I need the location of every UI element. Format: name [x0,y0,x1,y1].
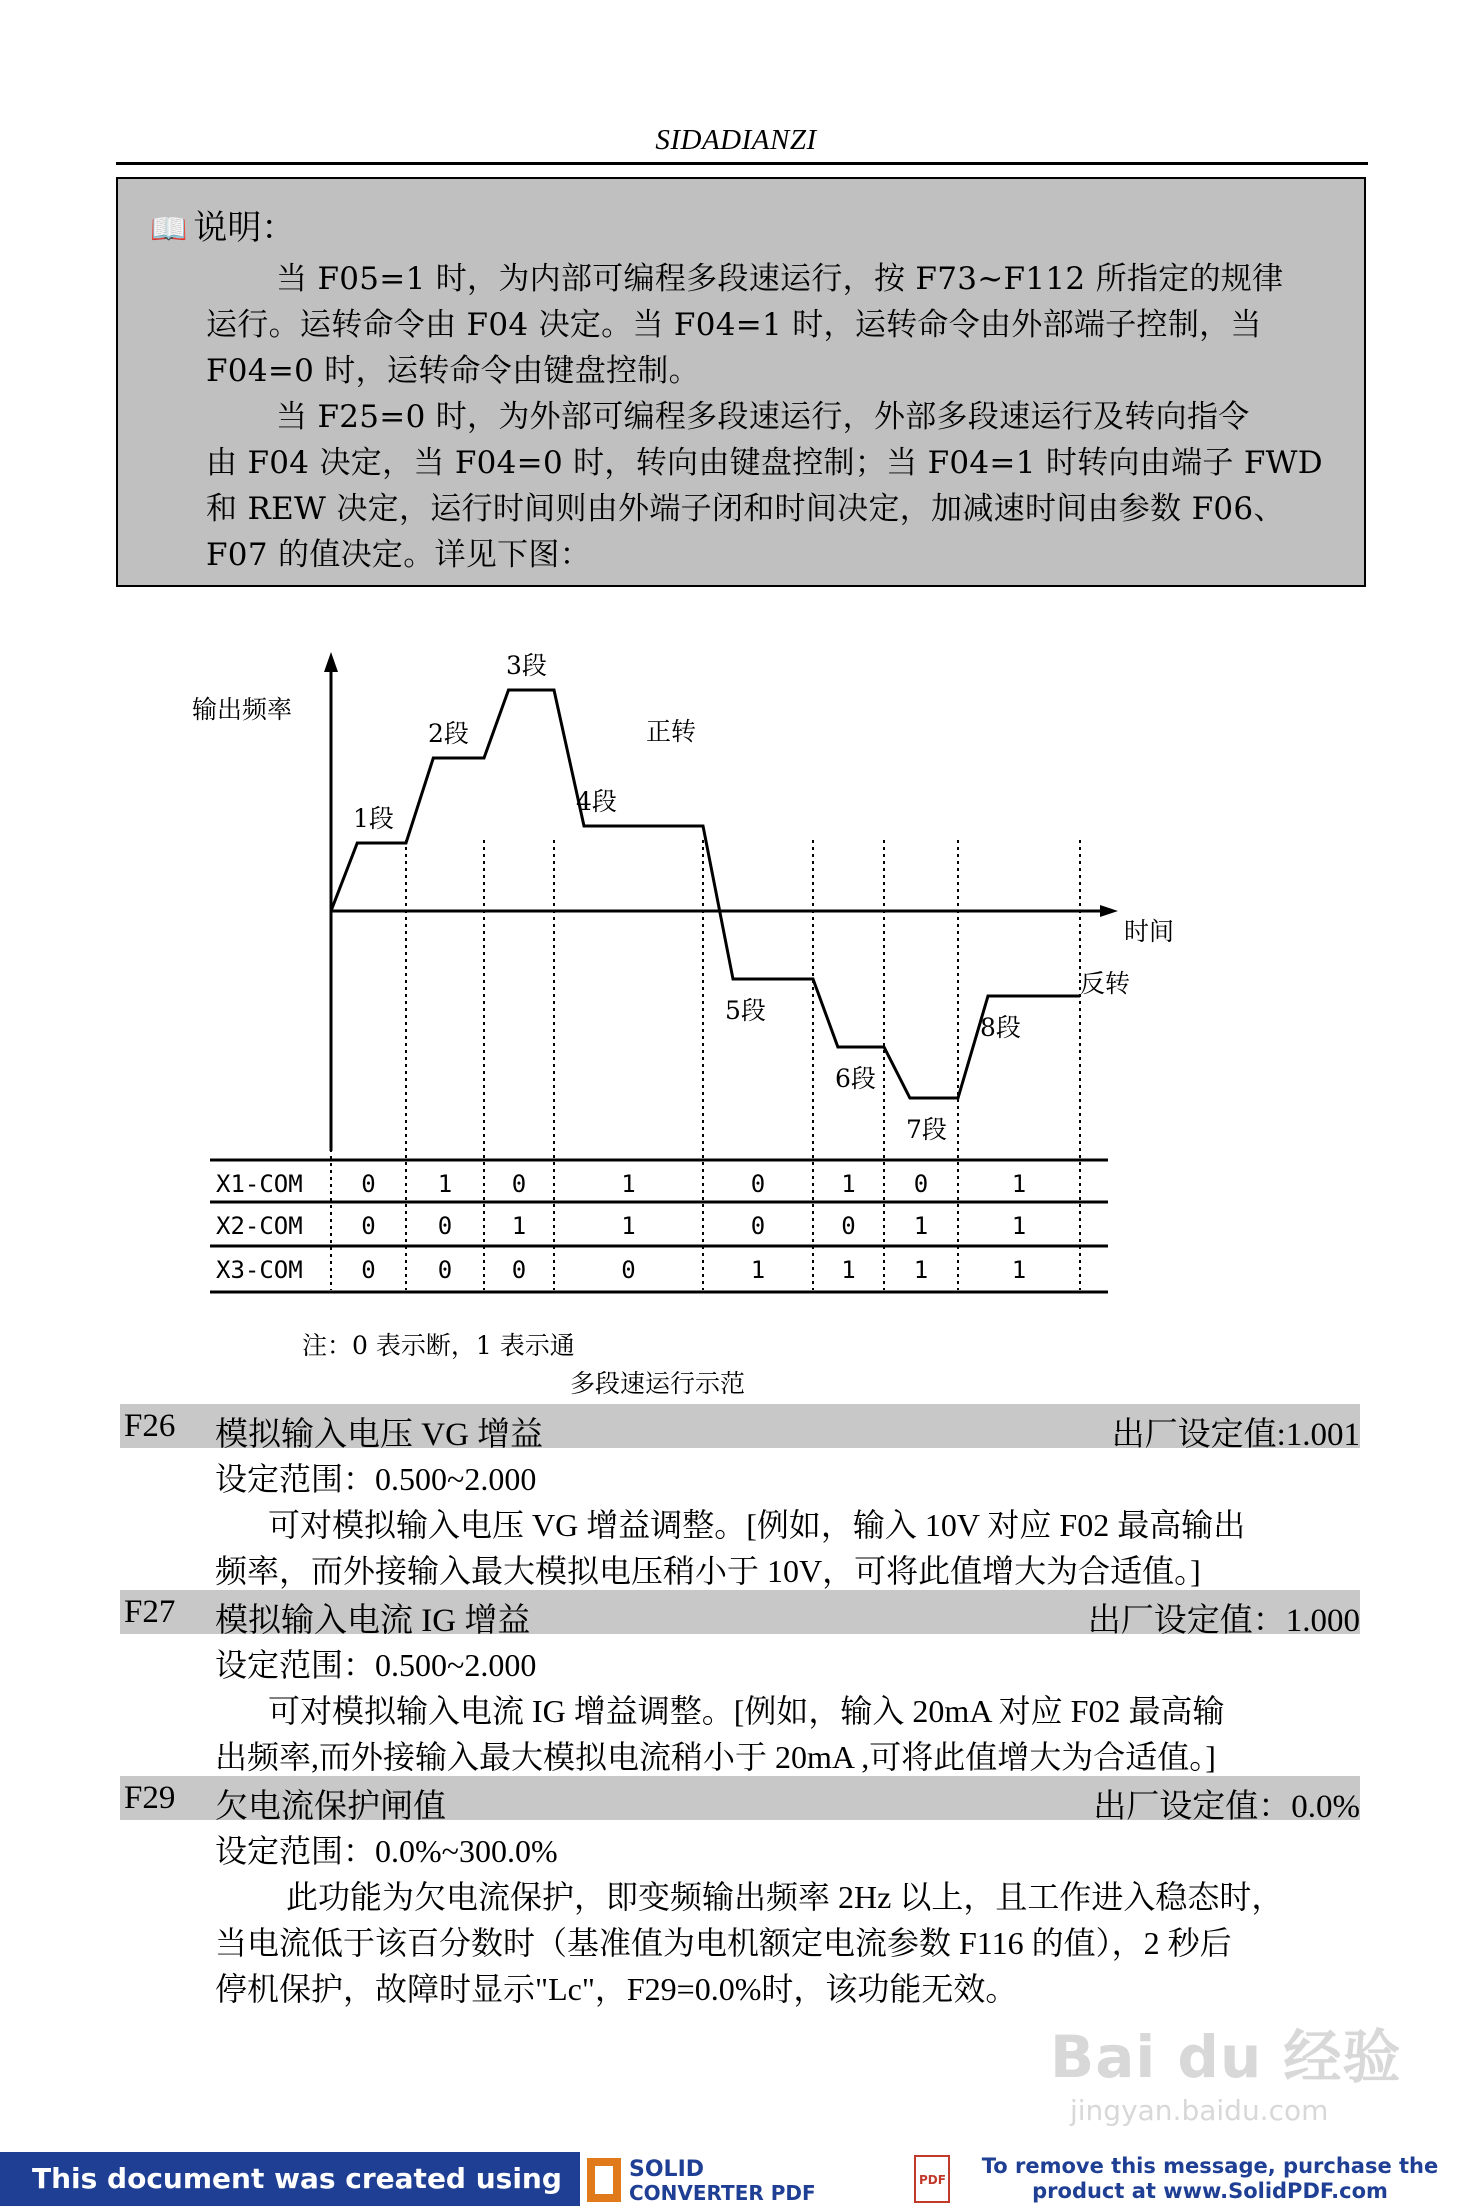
table-row-label: X3-COM [216,1256,303,1284]
logo-top-text: SOLID [629,2157,705,2182]
frequency-line [331,690,1080,1098]
chart-footnote: 注：0 表示断，1 表示通 [302,1331,575,1360]
note-line: 和 REW 决定，运行时间则由外端子闭和时间决定，加减速时间由参数 F06、 [206,491,1285,527]
note-line: 运行。运转命令由 F04 决定。当 F04=1 时，运转命令由外部端子控制，当 [206,307,1262,343]
param-code: F27 [124,1594,176,1630]
segment-label: 7段 [906,1115,947,1144]
page-header: SIDADIANZI [655,124,817,156]
segment-label: 2段 [428,719,469,748]
table-cell: 0 [511,1256,527,1284]
table-cell: 1 [1011,1256,1027,1284]
table-row-label: X2-COM [216,1212,303,1240]
logo-bottom-text: CONVERTER PDF [629,2181,816,2205]
param-desc-line: 可对模拟输入电流 IG 增益调整。[例如，输入 20mA 对应 F02 最高输 [268,1693,1225,1729]
y-axis-label: 输出频率 [192,695,293,724]
segment-label: 3段 [506,651,547,680]
baidu-watermark [1050,2010,1401,2127]
note-title [150,200,295,249]
table-cell: 0 [437,1256,453,1284]
param-name: 欠电流保护闸值 [215,1789,446,1825]
table-cell: 0 [841,1212,856,1240]
note-line: 当 F25=0 时，为外部可编程多段速运行，外部多段速运行及转向指令 [276,399,1250,435]
table-cell: 0 [621,1256,636,1284]
watermark-sub: jingyan.baidu.com [1070,2094,1329,2127]
param-code: F26 [124,1408,176,1444]
table-cell: 0 [361,1170,376,1198]
param-desc-line: 停机保护，故障时显示"Lc"，F29=0.0%时，该功能无效。 [215,1971,1018,2007]
table-cell: 1 [621,1212,636,1240]
param-range: 设定范围：0.0%~300.0% [215,1833,558,1869]
param-desc-line: 当电流低于该百分数时（基准值为电机额定电流参数 F116 的值），2 秒后 [215,1925,1232,1961]
note-line: 由 F04 决定，当 F04=0 时，转向由键盘控制；当 F04=1 时转向由端子 FWD [206,445,1323,481]
chart-title: 多段速运行示范 [570,1369,746,1398]
note-line: F04=0 时，运转命令由键盘控制。 [206,353,700,389]
multi-speed-chart [0,600,1472,1400]
param-range: 设定范围：0.500~2.000 [215,1647,537,1683]
segment-label: 8段 [980,1013,1021,1042]
table-cell: 1 [913,1256,929,1284]
param-name: 模拟输入电流 IG 增益 [215,1603,531,1639]
table-cell: 1 [841,1256,856,1284]
table-cell: 1 [913,1212,929,1240]
forward-label: 正转 [646,717,697,746]
book-icon: 📖 [150,212,188,247]
segment-label: 6段 [835,1064,876,1093]
param-default: 出厂设定值：0.0% [1093,1789,1360,1825]
note-line: 当 F05=1 时，为内部可编程多段速运行，按 F73~F112 所指定的规律 [276,261,1284,297]
param-code: F29 [124,1780,176,1816]
y-axis-arrow [324,652,338,672]
table-cell: 1 [841,1170,856,1198]
table-cell: 1 [1011,1212,1027,1240]
frequency-curve [331,690,1080,1098]
param-desc-line: 可对模拟输入电压 VG 增益调整。[例如，输入 10V 对应 F02 最高输出 [268,1507,1246,1543]
table-cell: 0 [437,1212,453,1240]
param-desc-line: 出频率,而外接输入最大模拟电流稍小于 20mA ,可将此值增大为合适值。] [215,1739,1216,1775]
table-cell: 1 [1011,1170,1027,1198]
param-default: 出厂设定值：1.000 [1087,1603,1360,1639]
banner-right-line: To remove this message, purchase the [981,2154,1439,2178]
watermark-main: Bai du 经验 [1050,2023,1402,2091]
param-range: 设定范围：0.500~2.000 [215,1461,537,1497]
segment-label: 1段 [353,804,394,833]
table-cell: 1 [437,1170,453,1198]
note-line: F07 的值决定。详见下图： [206,537,592,573]
segment-label: 5段 [725,996,766,1025]
table-cell: 0 [750,1212,766,1240]
table-cell: 0 [361,1256,376,1284]
solid-converter-logo[interactable] [585,2152,965,2206]
svg-text:PDF: PDF [919,2173,946,2187]
table-cell: 0 [913,1170,929,1198]
param-desc-line: 频率，而外接输入最大模拟电压稍小于 10V，可将此值增大为合适值。] [215,1553,1201,1589]
table-cell: 0 [511,1170,527,1198]
banner-right-text[interactable] [960,2154,1460,2204]
table-cell: 1 [511,1212,527,1240]
table-cell: 1 [621,1170,636,1198]
param-desc-line: 此功能为欠电流保护，即变频输出频率 2Hz 以上，且工作进入稳态时， [286,1879,1284,1915]
reverse-label: 反转 [1080,969,1131,998]
table-cell: 0 [361,1212,376,1240]
table-cell: 1 [750,1256,766,1284]
x-axis-label: 时间 [1124,917,1175,946]
note-title-text: 说明： [193,208,296,248]
table-cell: 0 [750,1170,766,1198]
param-name: 模拟输入电压 VG 增益 [215,1417,544,1453]
terminal-table [210,1160,1108,1292]
header-rule [116,162,1368,165]
param-default: 出厂设定值:1.001 [1111,1417,1360,1453]
segment-label: 4段 [576,787,617,816]
banner-left-text: This document was created using [0,2152,580,2206]
banner-right-line: product at www.SolidPDF.com [1032,2179,1388,2203]
x-axis-arrow [1100,905,1118,917]
table-row-label: X1-COM [216,1170,303,1198]
